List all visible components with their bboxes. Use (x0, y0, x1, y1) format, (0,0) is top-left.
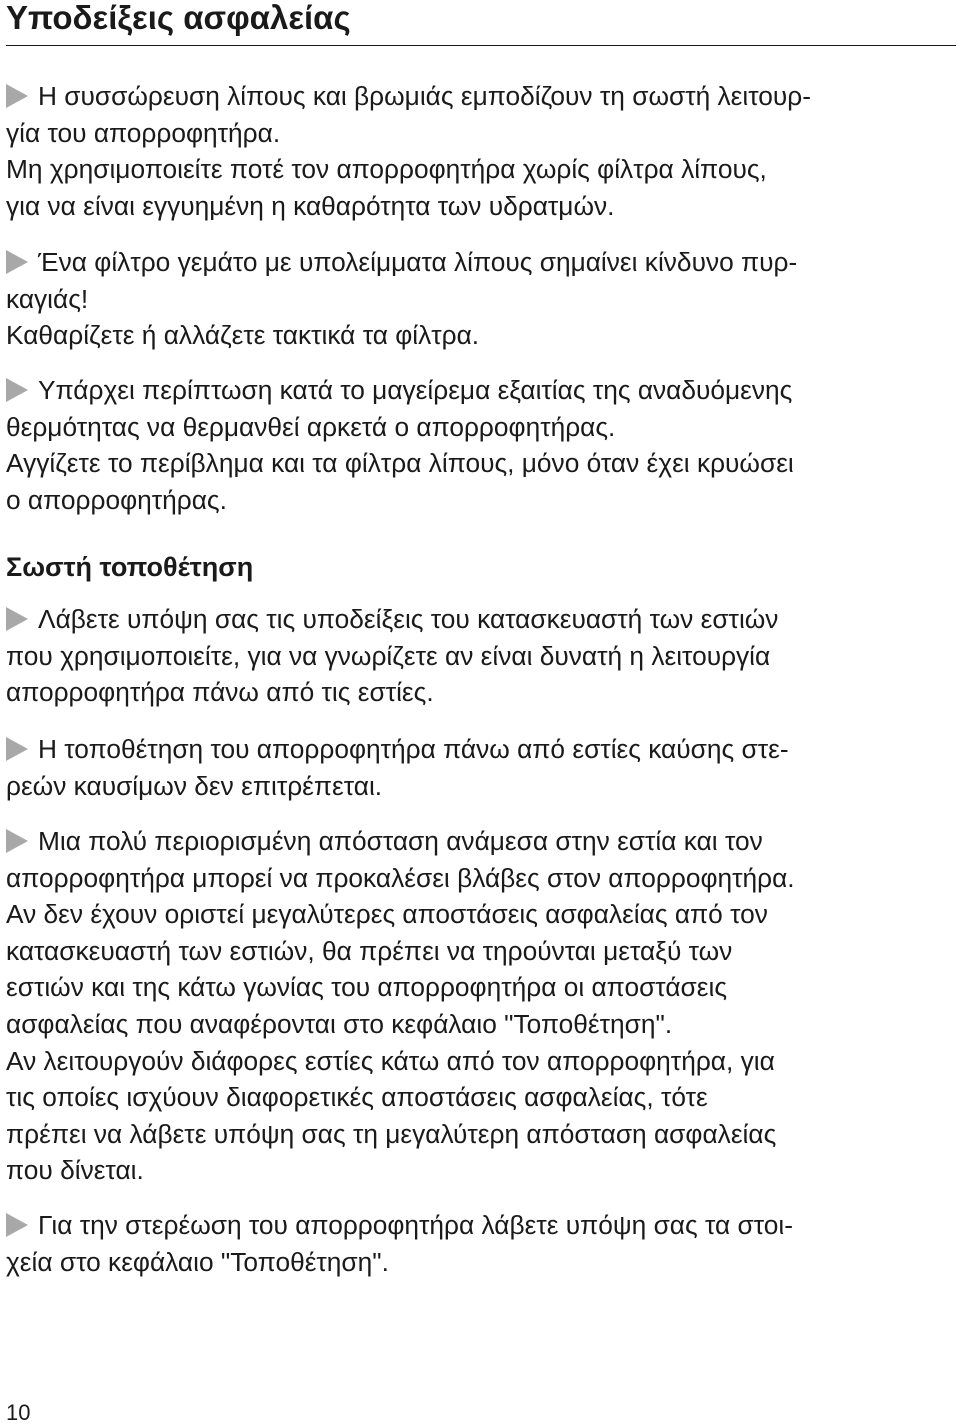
paragraph-line: Η τοποθέτηση του απορροφητήρα πάνω από εστίες καύσης στε- (6, 731, 789, 768)
paragraph-line: ασφαλείας που αναφέρονται στο κεφάλαιο "Τοποθέτηση". (6, 1008, 673, 1039)
triangle-right-icon (6, 829, 28, 853)
paragraph-line: απορροφητήρα πάνω από τις εστίες. (6, 677, 434, 708)
paragraph-grease-buildup (6, 78, 811, 224)
triangle-right-icon (6, 607, 28, 631)
paragraph-safety-distance (6, 823, 795, 1189)
page-title: Υποδείξεις ασφαλείας (6, 0, 351, 36)
paragraph-line: ρεών καυσίμων δεν επιτρέπεται. (6, 770, 383, 801)
paragraph-line: Καθαρίζετε ή αλλάζετε τακτικά τα φίλτρα. (6, 320, 480, 351)
paragraph-line: κατασκευαστή των εστιών, θα πρέπει να τηρούνται μεταξύ των (6, 935, 733, 966)
paragraph-mounting (6, 1207, 793, 1280)
paragraph-line: Η συσσώρευση λίπους και βρωμιάς εμποδίζουν τη σωστή λειτουρ- (6, 78, 811, 115)
paragraph-line: Για την στερέωση του απορροφητήρα λάβετε υπόψη σας τα στοι- (6, 1207, 793, 1244)
paragraph-line: Λάβετε υπόψη σας τις υποδείξεις του κατασκευαστή των εστιών (6, 601, 778, 638)
paragraph-line: Αγγίζετε το περίβλημα και τα φίλτρα λίπους, μόνο όταν έχει κρυώσει (6, 448, 794, 479)
paragraph-line: Υπάρχει περίπτωση κατά το μαγείρεμα εξαιτίας της αναδυόμενης (6, 372, 794, 409)
paragraph-line: Ένα φίλτρο γεμάτο με υπολείμματα λίπους σημαίνει κίνδυνο πυρ- (6, 244, 797, 281)
triangle-right-icon (6, 84, 28, 108)
triangle-right-icon (6, 250, 28, 274)
paragraph-fire-risk (6, 244, 797, 354)
paragraph-line: πρέπει να λάβετε υπόψη σας τη μεγαλύτερη απόσταση ασφαλείας (6, 1118, 777, 1149)
paragraph-line: τις οποίες ισχύουν διαφορετικές αποστάσεις ασφαλείας, τότε (6, 1082, 708, 1113)
section-heading-correct-installation: Σωστή τοποθέτηση (6, 552, 254, 582)
paragraph-line: που χρησιμοποιείτε, για να γνωρίζετε αν είναι δυνατή η λειτουργία (6, 640, 771, 671)
triangle-right-icon (6, 378, 28, 402)
paragraph-line: που δίνεται. (6, 1155, 144, 1186)
paragraph-heat-warning (6, 372, 794, 518)
paragraph-line: καγιάς! (6, 283, 89, 314)
triangle-right-icon (6, 1213, 28, 1237)
title-divider (6, 45, 956, 46)
paragraph-line: απορροφητήρα μπορεί να προκαλέσει βλάβες στον απορροφητήρα. (6, 862, 795, 893)
triangle-right-icon (6, 737, 28, 761)
paragraph-line: εστιών και της κάτω γωνίας του απορροφητήρα οι αποστάσεις (6, 972, 727, 1003)
paragraph-line: για να είναι εγγυημένη η καθαρότητα των υδρατμών. (6, 190, 615, 221)
paragraph-line: χεία στο κεφάλαιο "Τοποθέτηση". (6, 1246, 389, 1277)
paragraph-solid-fuel (6, 731, 789, 804)
page-number: 10 (6, 1400, 31, 1425)
paragraph-line: Αν λειτουργούν διάφορες εστίες κάτω από τον απορροφητήρα, για (6, 1045, 775, 1076)
paragraph-line: γία του απορροφητήρα. (6, 117, 281, 148)
paragraph-line: Μια πολύ περιορισμένη απόσταση ανάμεσα στην εστία και τον (6, 823, 795, 860)
paragraph-line: θερμότητας να θερμανθεί αρκετά ο απορροφητήρας. (6, 411, 616, 442)
paragraph-line: ο απορροφητήρας. (6, 484, 227, 515)
paragraph-line: Μη χρησιμοποιείτε ποτέ τον απορροφητήρα χωρίς φίλτρα λίπους, (6, 154, 767, 185)
paragraph-line: Αν δεν έχουν οριστεί μεγαλύτερες αποστάσεις ασφαλείας από τον (6, 899, 768, 930)
paragraph-manufacturer-instructions (6, 601, 778, 711)
